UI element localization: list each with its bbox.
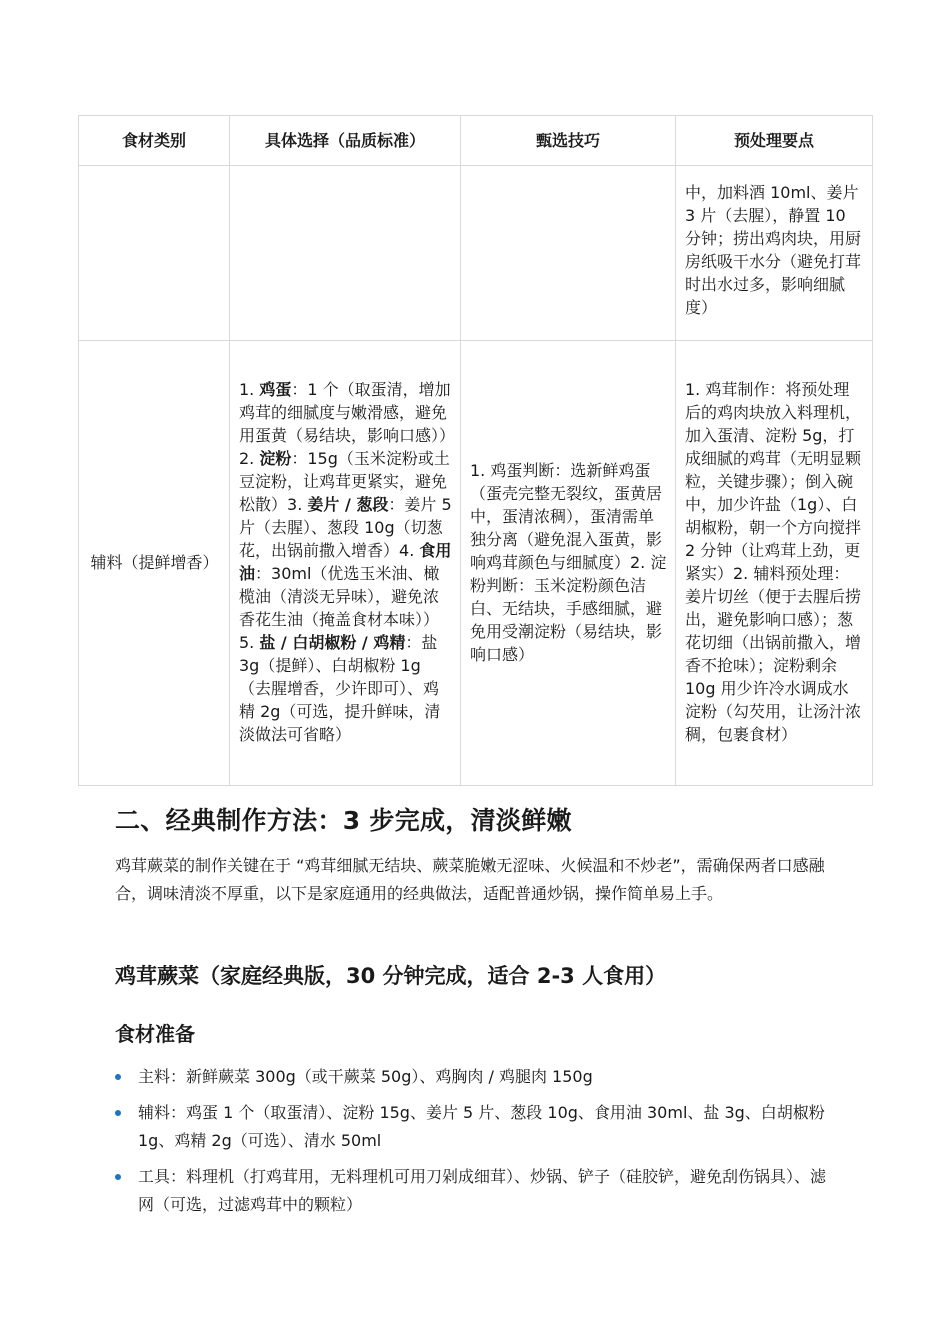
header-category: 食材类别 bbox=[79, 116, 230, 166]
choice-item: 1. 鸡蛋：1 个（取蛋清，增加鸡茸的细腻度与嫩滑感，避免用蛋黄（易结块，影响口感）） bbox=[239, 380, 456, 445]
cell-category bbox=[79, 166, 230, 341]
cell-prep: 1. 鸡茸制作：将预处理后的鸡肉块放入料理机，加入蛋清、淀粉 5g，打成细腻的鸡茸（无明显颗粒，关键步骤）；倒入碗中，加少许盐（1g）、白胡椒粉，朝一个方向搅拌 2 分钟（让鸡茸上劲，更紧实）2. 辅料预处理：姜片切丝（便于去腥后捞出，避免影响口感）；葱花切细（出锅前撒入，增香不抢味）；淀粉剩余 10g 用少许冷水调成水淀粉（勾芡用，让汤汁浓稠，包裹食材） bbox=[676, 341, 873, 786]
ingredients-list bbox=[115, 1063, 835, 1227]
choice-item: 4. 食用油：30ml（优选玉米油、橄榄油（清淡无异味），避免浓香花生油（掩盖食材本味）） bbox=[239, 541, 452, 629]
bullet-icon bbox=[115, 1074, 121, 1080]
cell-category: 辅料（提鲜增香） bbox=[79, 341, 230, 786]
cell-tips bbox=[461, 166, 676, 341]
list-item: 辅料：鸡蛋 1 个（取蛋清）、淀粉 15g、姜片 5 片、葱段 10g、食用油 30ml、盐 3g、白胡椒粉 1g、鸡精 2g（可选）、清水 50ml bbox=[115, 1099, 835, 1155]
cell-choice bbox=[230, 341, 461, 786]
cell-tips: 1. 鸡蛋判断：选新鲜鸡蛋（蛋壳完整无裂纹，蛋黄居中，蛋清浓稠），蛋清需单独分离（避免混入蛋黄，影响鸡茸颜色与细腻度）2. 淀粉判断：玉米淀粉颜色洁白、无结块，手感细腻，避免用受潮淀粉（易结块，影响口感） bbox=[461, 341, 676, 786]
ingredients-prep-title: 食材准备 bbox=[115, 1022, 195, 1046]
choice-item: 3. 姜片 / 葱段：姜片 5 片（去腥）、葱段 10g（切葱花，出锅前撒入增香） bbox=[239, 495, 452, 560]
recipe-title: 鸡茸蕨菜（家庭经典版，30 分钟完成，适合 2-3 人食用） bbox=[115, 964, 667, 988]
table-header-row bbox=[79, 116, 873, 166]
cell-prep: 中，加料酒 10ml、姜片 3 片（去腥），静置 10 分钟；捞出鸡肉块，用厨房纸吸干水分（避免打茸时出水过多，影响细腻度） bbox=[676, 166, 873, 341]
bullet-icon bbox=[115, 1110, 121, 1116]
choice-item: 2. 淀粉：15g（玉米淀粉或土豆淀粉，让鸡茸更紧实，避免松散） bbox=[239, 449, 450, 514]
header-choice: 具体选择（品质标准） bbox=[230, 116, 461, 166]
cell-choice bbox=[230, 166, 461, 341]
header-prep: 预处理要点 bbox=[676, 116, 873, 166]
section-title: 二、经典制作方法：3 步完成，清淡鲜嫩 bbox=[115, 806, 572, 835]
table-row bbox=[79, 341, 873, 786]
list-item: 工具：料理机（打鸡茸用，无料理机可用刀剁成细茸）、炒锅、铲子（硅胶铲，避免刮伤锅具）、滤网（可选，过滤鸡茸中的颗粒） bbox=[115, 1163, 835, 1219]
choice-item: 5. 盐 / 白胡椒粉 / 鸡精：盐 3g（提鲜）、白胡椒粉 1g（去腥增香，少许即可）、鸡精 2g（可选，提升鲜味，清淡做法可省略） bbox=[239, 633, 441, 744]
list-item: 主料：新鲜蕨菜 300g（或干蕨菜 50g）、鸡胸肉 / 鸡腿肉 150g bbox=[115, 1063, 835, 1091]
header-tips: 甄选技巧 bbox=[461, 116, 676, 166]
table-row bbox=[79, 166, 873, 341]
bullet-icon bbox=[115, 1174, 121, 1180]
section-intro: 鸡茸蕨菜的制作关键在于 “鸡茸细腻无结块、蕨菜脆嫩无涩味、火候温和不炒老”，需确保两者口感融合，调味清淡不厚重，以下是家庭通用的经典做法，适配普通炒锅，操作简单易上手。 bbox=[115, 856, 825, 903]
ingredients-table bbox=[78, 115, 873, 786]
